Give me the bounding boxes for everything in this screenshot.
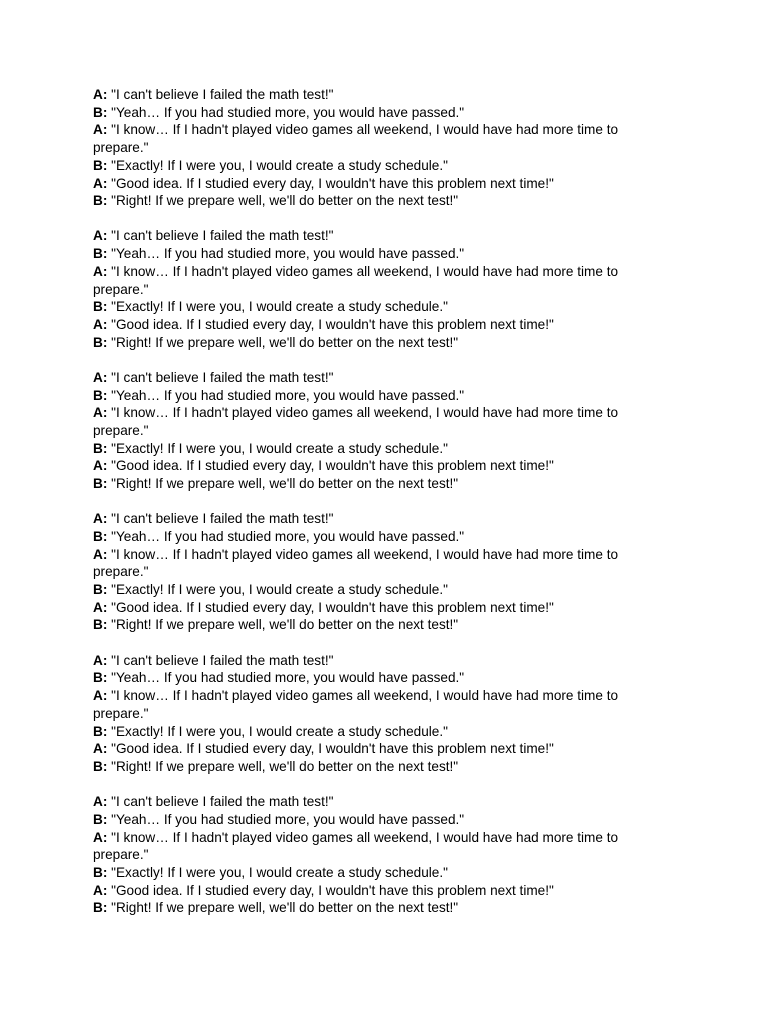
speaker-label: B: <box>93 528 108 544</box>
speaker-label: B: <box>93 670 108 686</box>
dialogue-line <box>93 581 653 599</box>
dialogue-line <box>93 404 653 439</box>
utterance-text: "I know… If I hadn't played video games all weekend, I would have had more time to prepare." <box>93 688 619 721</box>
speaker-label: A: <box>93 87 108 102</box>
dialogue-line <box>93 899 653 917</box>
speaker-label: B: <box>93 900 108 916</box>
speaker-label: A: <box>93 511 108 527</box>
dialogue-line <box>93 104 653 122</box>
dialogue-line <box>93 121 653 156</box>
speaker-label: A: <box>93 599 108 615</box>
speaker-label: B: <box>93 864 108 880</box>
dialogue-line <box>93 86 653 104</box>
dialogue-line <box>93 440 653 458</box>
utterance-text: "Right! If we prepare well, we'll do better on the next test!" <box>111 334 459 350</box>
speaker-label: B: <box>93 246 108 262</box>
utterance-text: "I can't believe I failed the math test!" <box>111 794 334 810</box>
utterance-text: "Yeah… If you had studied more, you would have passed." <box>111 811 465 827</box>
dialogue-line <box>93 811 653 829</box>
speaker-label: A: <box>93 829 108 845</box>
utterance-text: "Yeah… If you had studied more, you would have passed." <box>111 528 465 544</box>
utterance-text: "Yeah… If you had studied more, you would have passed." <box>111 387 465 403</box>
dialogue-line <box>93 227 653 245</box>
dialogue-line <box>93 864 653 882</box>
utterance-text: "Good idea. If I studied every day, I wouldn't have this problem next time!" <box>111 882 554 898</box>
utterance-text: "Right! If we prepare well, we'll do better on the next test!" <box>111 476 459 492</box>
dialogue-line <box>93 687 653 722</box>
speaker-label: B: <box>93 476 108 492</box>
dialogue-line <box>93 793 653 811</box>
speaker-label: B: <box>93 299 108 315</box>
dialogue-block <box>93 369 653 493</box>
utterance-text: "Good idea. If I studied every day, I wouldn't have this problem next time!" <box>111 599 554 615</box>
speaker-label: B: <box>93 440 108 456</box>
utterance-text: "Right! If we prepare well, we'll do better on the next test!" <box>111 758 459 774</box>
speaker-label: A: <box>93 458 108 474</box>
speaker-label: B: <box>93 387 108 403</box>
dialogue-block <box>93 793 653 917</box>
speaker-label: A: <box>93 122 108 138</box>
dialogue-block <box>93 86 653 210</box>
utterance-text: "Exactly! If I were you, I would create a study schedule." <box>111 157 448 173</box>
dialogue-line <box>93 510 653 528</box>
speaker-label: B: <box>93 334 108 350</box>
dialogue-line <box>93 334 653 352</box>
utterance-text: "I can't believe I failed the math test!" <box>111 228 334 244</box>
utterance-text: "Good idea. If I studied every day, I wouldn't have this problem next time!" <box>111 175 554 191</box>
utterance-text: "Exactly! If I were you, I would create a study schedule." <box>111 864 448 880</box>
speaker-label: B: <box>93 723 108 739</box>
dialogue-line <box>93 528 653 546</box>
dialogue-line <box>93 723 653 741</box>
speaker-label: B: <box>93 104 108 120</box>
utterance-text: "I know… If I hadn't played video games all weekend, I would have had more time to prepare." <box>93 122 619 156</box>
utterance-text: "I know… If I hadn't played video games all weekend, I would have had more time to prepare." <box>93 405 619 438</box>
utterance-text: "Good idea. If I studied every day, I wouldn't have this problem next time!" <box>111 741 554 757</box>
dialogue-block <box>93 652 653 776</box>
utterance-text: "I know… If I hadn't played video games all weekend, I would have had more time to prepare." <box>93 829 619 863</box>
speaker-label: A: <box>93 228 108 244</box>
speaker-label: B: <box>93 617 108 633</box>
utterance-text: "Exactly! If I were you, I would create a study schedule." <box>111 299 448 315</box>
utterance-text: "I can't believe I failed the math test!" <box>111 87 334 102</box>
utterance-text: "Good idea. If I studied every day, I wouldn't have this problem next time!" <box>111 316 554 332</box>
speaker-label: A: <box>93 263 108 279</box>
dialogue-line <box>93 157 653 175</box>
utterance-text: "Good idea. If I studied every day, I wouldn't have this problem next time!" <box>111 458 554 474</box>
dialogue-line <box>93 245 653 263</box>
dialogue-line <box>93 263 653 298</box>
speaker-label: A: <box>93 652 108 668</box>
speaker-label: A: <box>93 741 108 757</box>
dialogue-line <box>93 298 653 316</box>
utterance-text: "Exactly! If I were you, I would create a study schedule." <box>111 582 448 598</box>
dialogue-line <box>93 546 653 581</box>
dialogue-line <box>93 192 653 210</box>
speaker-label: A: <box>93 546 108 562</box>
dialogue-line <box>93 616 653 634</box>
speaker-label: B: <box>93 582 108 598</box>
dialogue-line <box>93 599 653 617</box>
speaker-label: A: <box>93 794 108 810</box>
dialogue-line <box>93 669 653 687</box>
speaker-label: A: <box>93 369 108 385</box>
dialogue-line <box>93 316 653 334</box>
utterance-text: "Exactly! If I were you, I would create a study schedule." <box>111 440 448 456</box>
utterance-text: "I can't believe I failed the math test!" <box>111 652 334 668</box>
dialogue-line <box>93 758 653 776</box>
utterance-text: "Right! If we prepare well, we'll do better on the next test!" <box>111 900 459 916</box>
utterance-text: "I can't believe I failed the math test!" <box>111 511 334 527</box>
utterance-text: "I know… If I hadn't played video games all weekend, I would have had more time to prepare." <box>93 546 619 580</box>
document-page <box>93 86 653 935</box>
utterance-text: "Yeah… If you had studied more, you would have passed." <box>111 104 465 120</box>
speaker-label: A: <box>93 405 108 421</box>
speaker-label: B: <box>93 157 108 173</box>
utterance-text: "Yeah… If you had studied more, you would have passed." <box>111 670 465 686</box>
utterance-text: "I can't believe I failed the math test!" <box>111 369 334 385</box>
dialogue-block <box>93 227 653 351</box>
utterance-text: "I know… If I hadn't played video games all weekend, I would have had more time to prepare." <box>93 263 619 297</box>
dialogue-line <box>93 475 653 493</box>
utterance-text: "Exactly! If I were you, I would create a study schedule." <box>111 723 448 739</box>
utterance-text: "Right! If we prepare well, we'll do better on the next test!" <box>111 617 459 633</box>
dialogue-line <box>93 740 653 758</box>
utterance-text: "Yeah… If you had studied more, you would have passed." <box>111 246 465 262</box>
utterance-text: "Right! If we prepare well, we'll do better on the next test!" <box>111 193 459 209</box>
speaker-label: A: <box>93 175 108 191</box>
speaker-label: A: <box>93 316 108 332</box>
speaker-label: B: <box>93 193 108 209</box>
dialogue-line <box>93 387 653 405</box>
dialogue-line <box>93 882 653 900</box>
dialogue-line <box>93 369 653 387</box>
dialogue-line <box>93 457 653 475</box>
dialogue-block <box>93 510 653 634</box>
speaker-label: B: <box>93 811 108 827</box>
dialogue-line <box>93 829 653 864</box>
speaker-label: A: <box>93 688 108 704</box>
speaker-label: B: <box>93 758 108 774</box>
dialogue-line <box>93 175 653 193</box>
speaker-label: A: <box>93 882 108 898</box>
dialogue-line <box>93 652 653 670</box>
